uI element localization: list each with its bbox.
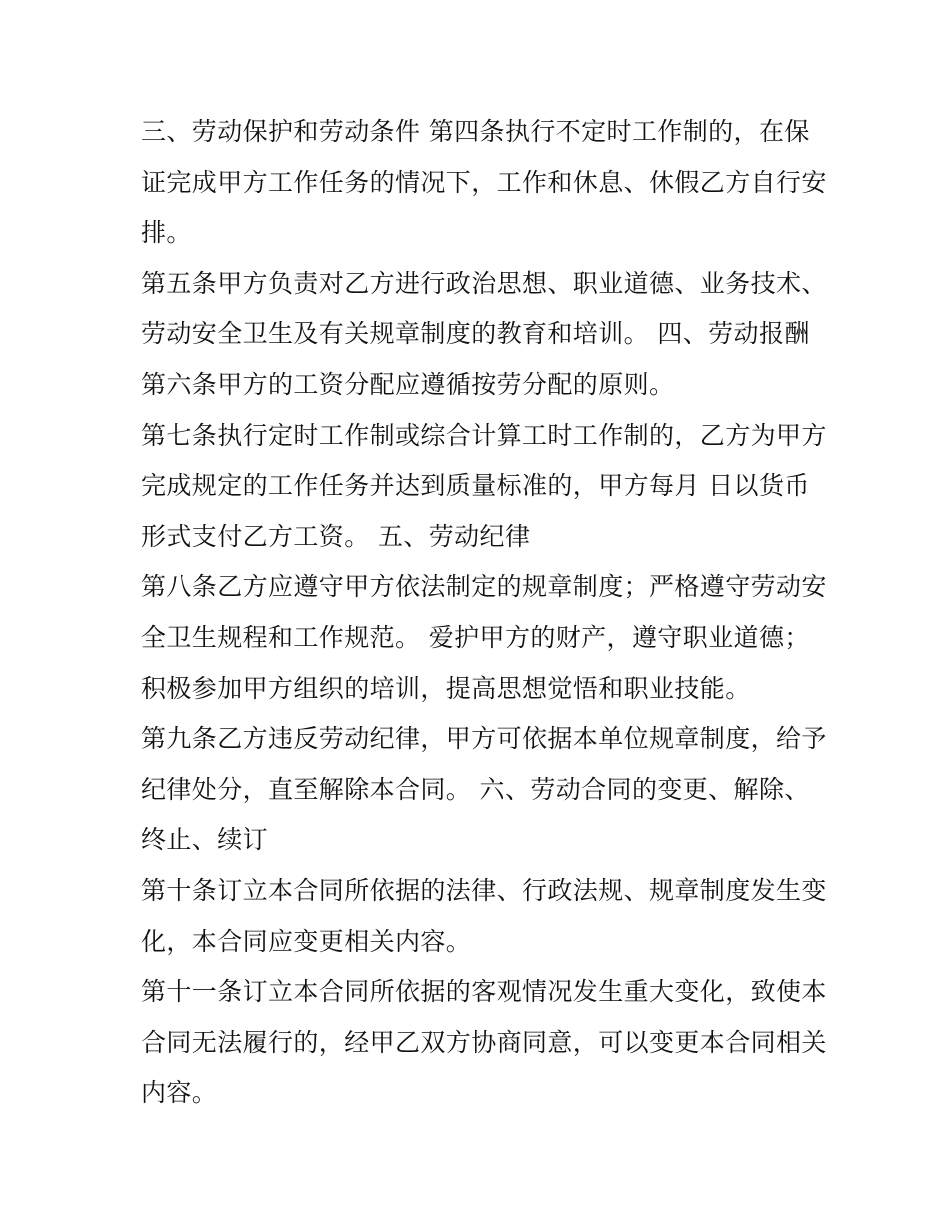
text-line: 合同无法履行的，经甲乙双方协商同意，可以变更本合同相关: [141, 1027, 827, 1057]
paragraph-article-10: [141, 866, 827, 967]
text-line: 排。: [141, 218, 192, 248]
text-line: 第六条甲方的工资分配应遵循按劳分配的原则。: [141, 369, 675, 399]
text-line: 第十条订立本合同所依据的法律、行政法规、规章制度发生变: [141, 875, 827, 905]
text-line: 内容。: [141, 1078, 218, 1108]
document-body: [141, 107, 827, 1119]
paragraph-article-7: [141, 411, 827, 563]
text-line: 第八条乙方应遵守甲方依法制定的规章制度；严格遵守劳动安: [141, 572, 827, 602]
text-line: 第七条执行定时工作制或综合计算工时工作制的，乙方为甲方: [141, 420, 827, 450]
text-line: 全卫生规程和工作规范。 爱护甲方的财产，遵守职业道德；: [141, 622, 810, 652]
text-line: 纪律处分，直至解除本合同。 六、劳动合同的变更、解除、: [141, 774, 810, 804]
text-line: 三、劳动保护和劳动条件 第四条执行不定时工作制的，在保: [141, 117, 810, 146]
paragraph-article-6: [141, 360, 821, 411]
paragraph-article-8: [141, 562, 827, 714]
text-line: 第九条乙方违反劳动纪律，甲方可依据本单位规章制度，给予: [141, 724, 827, 754]
paragraph-article-11: [141, 967, 827, 1119]
text-line: 第五条甲方负责对乙方进行政治思想、职业道德、业务技术、: [141, 268, 827, 298]
paragraph-article-4: [141, 107, 827, 259]
text-line: 化，本合同应变更相关内容。: [141, 926, 472, 956]
text-line: 形式支付乙方工资。 五、劳动纪律: [141, 521, 531, 551]
paragraph-article-5: [141, 259, 827, 360]
text-line: 终止、续订: [141, 825, 269, 855]
text-line: 完成规定的工作任务并达到质量标准的，甲方每月 日以货币: [141, 471, 810, 501]
text-line: 积极参加甲方组织的培训，提高思想觉悟和职业技能。: [141, 673, 751, 703]
text-line: 劳动安全卫生及有关规章制度的教育和培训。 四、劳动报酬: [141, 319, 810, 349]
text-line: 证完成甲方工作任务的情况下，工作和休息、休假乙方自行安: [141, 167, 827, 197]
text-line: 第十一条订立本合同所依据的客观情况发生重大变化，致使本: [141, 977, 827, 1007]
paragraph-article-9: [141, 714, 827, 866]
